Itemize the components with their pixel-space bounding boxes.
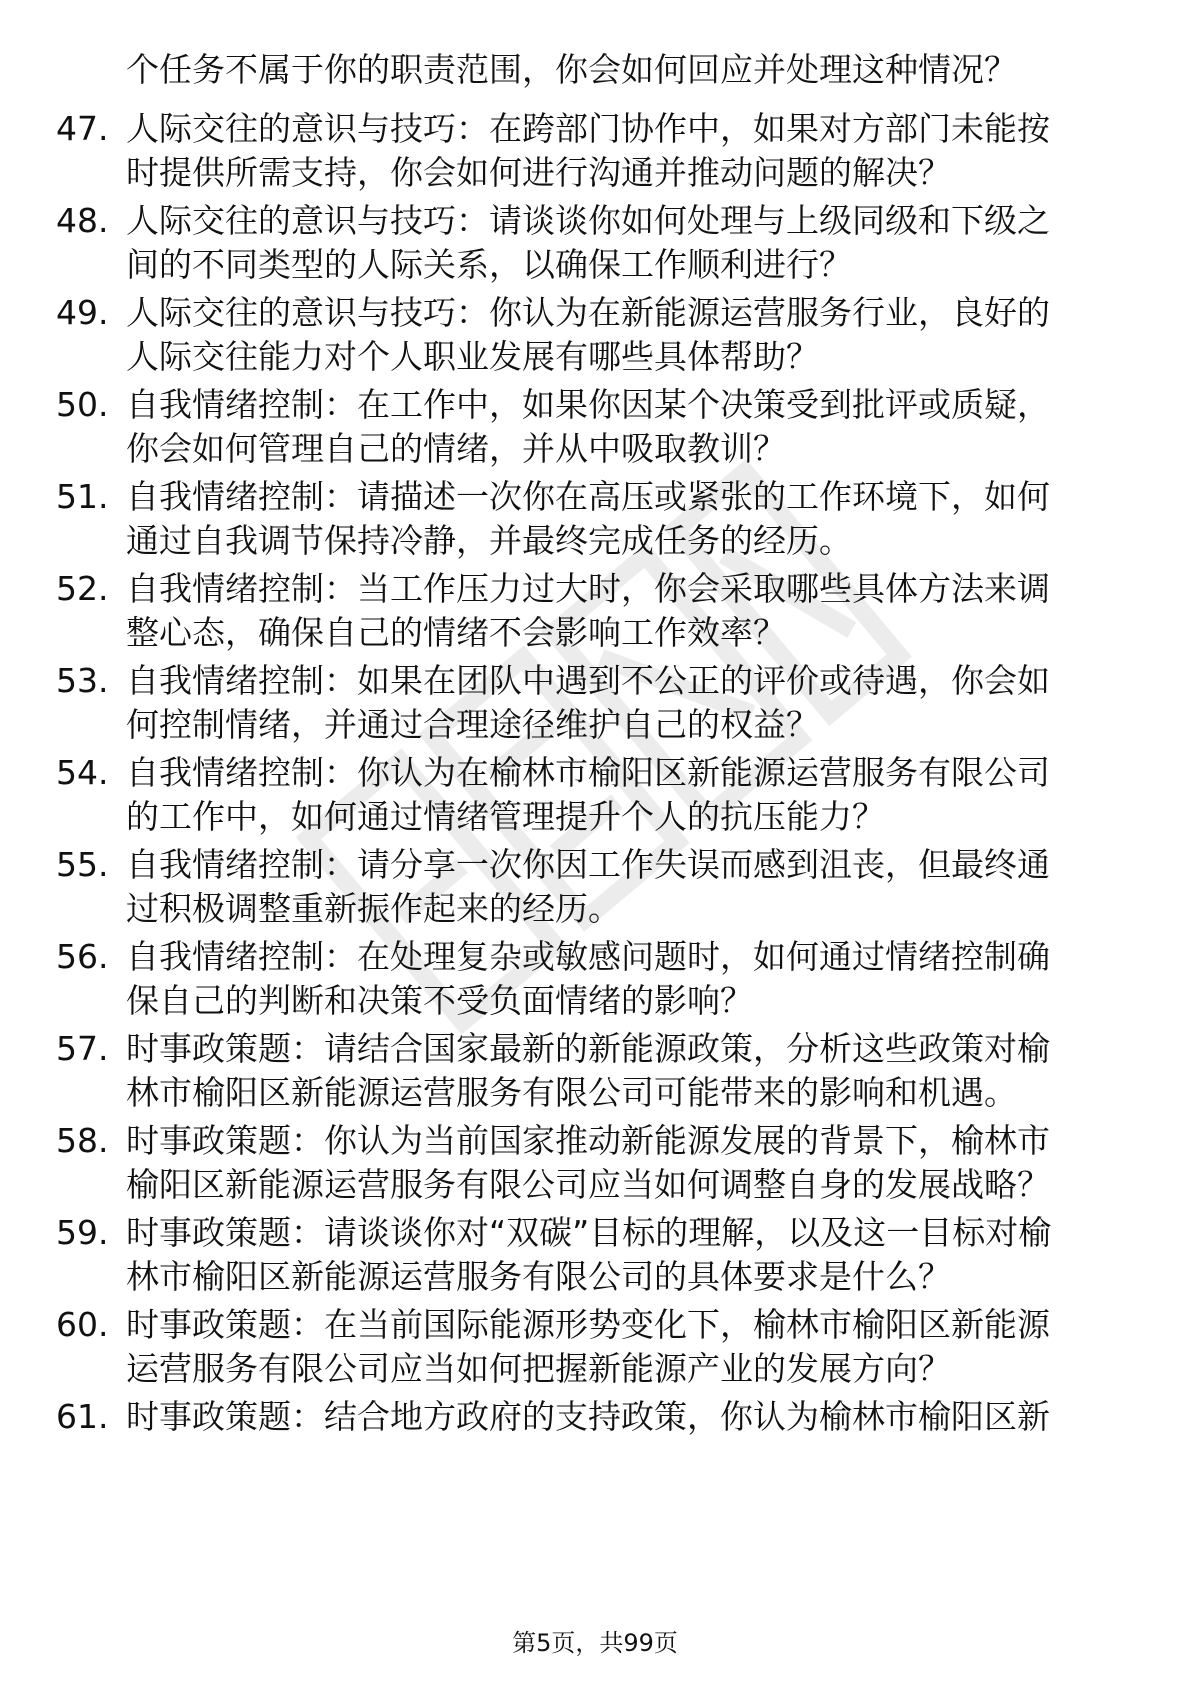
question-text-line: 运营服务有限公司应当如何把握新能源产业的发展方向？ <box>126 1349 951 1388</box>
question-number: 54. <box>56 753 109 792</box>
continued-question-text: 个任务不属于你的职责范围，你会如何回应并处理这种情况？ <box>126 50 1017 89</box>
question-text-line: 你会如何管理自己的情绪，并从中吸取教训？ <box>126 429 786 468</box>
question-text-line: 的工作中，如何通过情绪管理提升个人的抗压能力？ <box>126 797 885 836</box>
question-text-line: 自我情绪控制：在工作中，如果你因某个决策受到批评或质疑， <box>126 385 1050 424</box>
question-number: 61. <box>56 1397 109 1436</box>
question-text-line: 何控制情绪，并通过合理途径维护自己的权益？ <box>126 705 819 744</box>
question-number: 57. <box>56 1029 109 1068</box>
question-number: 50. <box>56 385 109 424</box>
question-text-line: 时事政策题：你认为当前国家推动新能源发展的背景下，榆林市 <box>126 1121 1050 1160</box>
question-number: 56. <box>56 937 109 976</box>
question-text-line: 自我情绪控制：当工作压力过大时，你会采取哪些具体方法来调 <box>126 569 1050 608</box>
question-text-line: 人际交往的意识与技巧：你认为在新能源运营服务行业，良好的 <box>126 293 1050 332</box>
question-text-line: 通过自我调节保持冷静，并最终完成任务的经历。 <box>126 521 852 560</box>
question-number: 55. <box>56 845 109 884</box>
question-number: 53. <box>56 661 109 700</box>
question-text-line: 林市榆阳区新能源运营服务有限公司的具体要求是什么？ <box>126 1257 951 1296</box>
question-text-line: 保自己的判断和决策不受负面情绪的影响？ <box>126 981 753 1020</box>
question-text-line: 人际交往的意识与技巧：在跨部门协作中，如果对方部门未能按 <box>126 109 1050 148</box>
question-text-line: 时事政策题：请结合国家最新的新能源政策，分析这些政策对榆 <box>126 1029 1050 1068</box>
question-text-line: 时事政策题：结合地方政府的支持政策，你认为榆林市榆阳区新 <box>126 1397 1050 1436</box>
question-number: 47. <box>56 109 109 148</box>
question-text-line: 时事政策题：请谈谈你对“双碳”目标的理解，以及这一目标对榆 <box>126 1213 1052 1252</box>
question-number: 60. <box>56 1305 109 1344</box>
question-text-line: 人际交往能力对个人职业发展有哪些具体帮助？ <box>126 337 819 376</box>
question-text-line: 过积极调整重新振作起来的经历。 <box>126 889 621 928</box>
question-text-line: 自我情绪控制：请描述一次你在高压或紧张的工作环境下，如何 <box>126 477 1050 516</box>
question-number: 58. <box>56 1121 109 1160</box>
question-text-line: 间的不同类型的人际关系，以确保工作顺利进行？ <box>126 245 852 284</box>
question-text-line: 林市榆阳区新能源运营服务有限公司可能带来的影响和机遇。 <box>126 1073 1017 1112</box>
question-text-line: 人际交往的意识与技巧：请谈谈你如何处理与上级同级和下级之 <box>126 201 1050 240</box>
question-number: 52. <box>56 569 109 608</box>
question-text-line: 自我情绪控制：在处理复杂或敏感问题时，如何通过情绪控制确 <box>126 937 1050 976</box>
question-number: 59. <box>56 1213 109 1252</box>
question-number: 48. <box>56 201 109 240</box>
question-text-line: 时事政策题：在当前国际能源形势变化下，榆林市榆阳区新能源 <box>126 1305 1050 1344</box>
question-text-line: 时提供所需支持，你会如何进行沟通并推动问题的解决？ <box>126 153 951 192</box>
question-text-line: 自我情绪控制：请分享一次你因工作失误而感到沮丧，但最终通 <box>126 845 1050 884</box>
question-text-line: 整心态，确保自己的情绪不会影响工作效率？ <box>126 613 786 652</box>
question-text-line: 自我情绪控制：你认为在榆林市榆阳区新能源运营服务有限公司 <box>126 753 1050 792</box>
question-text-line: 榆阳区新能源运营服务有限公司应当如何调整自身的发展战略？ <box>126 1165 1050 1204</box>
question-text-line: 自我情绪控制：如果在团队中遇到不公正的评价或待遇，你会如 <box>126 661 1050 700</box>
question-number: 51. <box>56 477 109 516</box>
page-footer: 第5页，共99页 <box>512 1629 678 1657</box>
question-number: 49. <box>56 293 109 332</box>
